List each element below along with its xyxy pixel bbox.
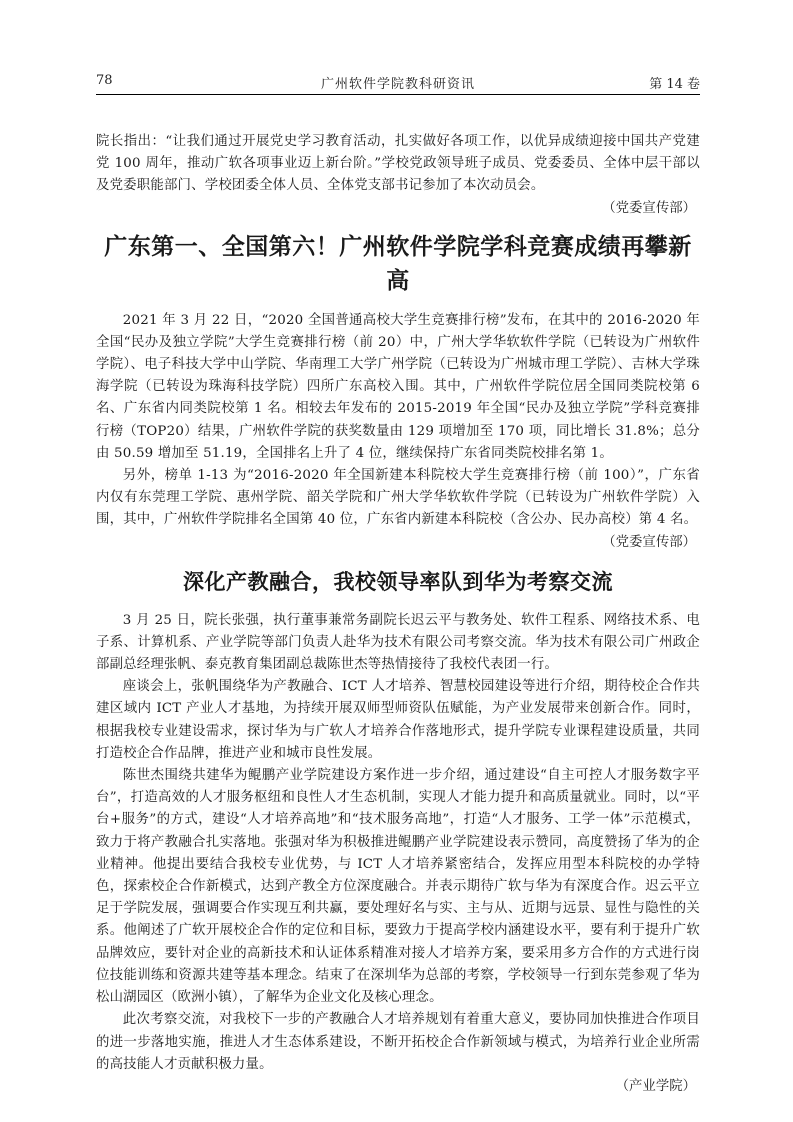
page-number: 78 (96, 73, 113, 88)
article-source: （党委宣传部） (602, 534, 696, 550)
article-title: 广东第一、全国第六！广州软件学院学科竞赛成绩再攀新高 (104, 233, 692, 294)
page-content (96, 131, 700, 1098)
article-paragraph: 此次考察交流，对我校下一步的产教融合人才培养规划有着重大意义，要协同加快推进合作项目的进一步落地实施，推进人才生态体系建设，不断开拓校企合作新领域与模式，为培养行业企业所需的高技能人才贡献积极力量。 (96, 1012, 700, 1072)
article-paragraph: 2021 年 3 月 22 日，“2020 全国普通高校大学生竞赛排行榜”发布，在其中的 2016-2020 年全国“民办及独立学院”大学生竞赛排行榜（前 20）中，广州大学华软软件学院（已转设为广州软件学院）、电子科技大学中山学院、华南理工大学广州学院（已转设为广州城市理工学院）、吉林大学珠海学院（已转设为珠海科技学院）四所广东高校入围。其中，广州软件学院位居全国同类院校第 6 名、广东省内同类院校第 1 名。相较去年发布的 2015-2019 年全国“民办及独立学院”学科竞赛排行榜（TOP20）结果，广州软件学院的获奖数量由 129 项增加至 170 项，同比增长 31.8%；总分由 50.59 增加至 51.19，全国排名上升了 4 位，继续保持广东省同类院校排名第 1。 (96, 312, 700, 461)
article-paragraph: 3 月 25 日，院长张强，执行董事兼常务副院长迟云平与教务处、软件工程系、网络技术系、电子系、计算机系、产业学院等部门负责人赴华为技术有限公司考察交流。华为技术有限公司广州政企部副总经理张帆、泰克教育集团副总裁陈世杰等热情接待了我校代表团一行。 (96, 612, 700, 673)
intro-section (96, 131, 700, 220)
article-paragraph: 座谈会上，张帆围绕华为产教融合、ICT 人才培养、智慧校园建设等进行介绍，期待校企合作共建区域内 ICT 产业人才基地，为持续开展双师型师资队伍赋能，为产业发展带来创新合作。同时，根据我校专业建设需求，探讨华为与广软人才培养合作落地形式，提升学院专业课程建设质量，共同打造校企合作品牌，推进产业和城市良性发展。 (96, 679, 700, 761)
header-rule (96, 94, 700, 95)
article-paragraph: 另外，榜单 1-13 为“2016-2020 年全国新建本科院校大学生竞赛排行榜（前 100）”，广东省内仅有东莞理工学院、惠州学院、韶关学院和广州大学华软软件学院（已转设为广州软件学院）入围，其中，广州软件学院排名全国第 40 位，广东省内新建本科院校（含公办、民办高校）第 4 名。 (96, 468, 700, 528)
article-paragraph: 陈世杰围绕共建华为鲲鹏产业学院建设方案作进一步介绍，通过建设“自主可控人才服务数字平台”，打造高效的人才服务枢纽和良性人才生态机制，实现人才能力提升和高质量就业。同时，以“平台+服务”的方式，建设“人才培养高地”和“技术服务高地”，打造“人才服务、工学一体”示范模式，致力于将产教融合扎实落地。张强对华为积极推进鲲鹏产业学院建设表示赞同，高度赞扬了华为的企业精神。他提出要结合我校专业优势，与 ICT 人才培养紧密结合，发挥应用型本科院校的办学特色，探索校企合作新模式，达到产教全方位深度融合。并表示期待广软与华为有深度合作。迟云平立足于学院发展，强调要合作实现互利共赢，要处理好名与实、主与从、近期与远景、显性与隐性的关系。他阐述了广软开展校企合作的定位和目标，要致力于提高学校内涵建设水平，要有利于提升广软品牌效应，要针对企业的高新技术和认证体系精准对接人才培养方案，要采用多方合作的方式进行岗位技能训练和资源共建等基本理念。结束了在深圳华为总部的考察，学校领导一行到东莞参观了华为松山湖园区（欧洲小镇），了解华为企业文化及核心理念。 (96, 768, 700, 1006)
running-header (96, 73, 700, 93)
journal-title: 广州软件学院教科研资讯 (320, 77, 475, 92)
intro-paragraph: 院长指出：“让我们通过开展党史学习教育活动，扎实做好各项工作，以优异成绩迎接中国共产党建党 100 周年，推动广软各项事业迈上新台阶。”学校党政领导班子成员、党委委员、全体中层干部以及党委职能部门、学校团委全体人员、全体党支部书记参加了本次动员会。 (96, 134, 700, 194)
article-huawei-visit (96, 566, 700, 1098)
article-competition (96, 230, 700, 554)
volume-label: 第 14 卷 (649, 77, 700, 92)
article-source: （产业学院） (615, 1078, 696, 1094)
article-title: 深化产教融合，我校领导率队到华为考察交流 (183, 569, 613, 594)
intro-source: （党委宣传部） (602, 200, 696, 216)
